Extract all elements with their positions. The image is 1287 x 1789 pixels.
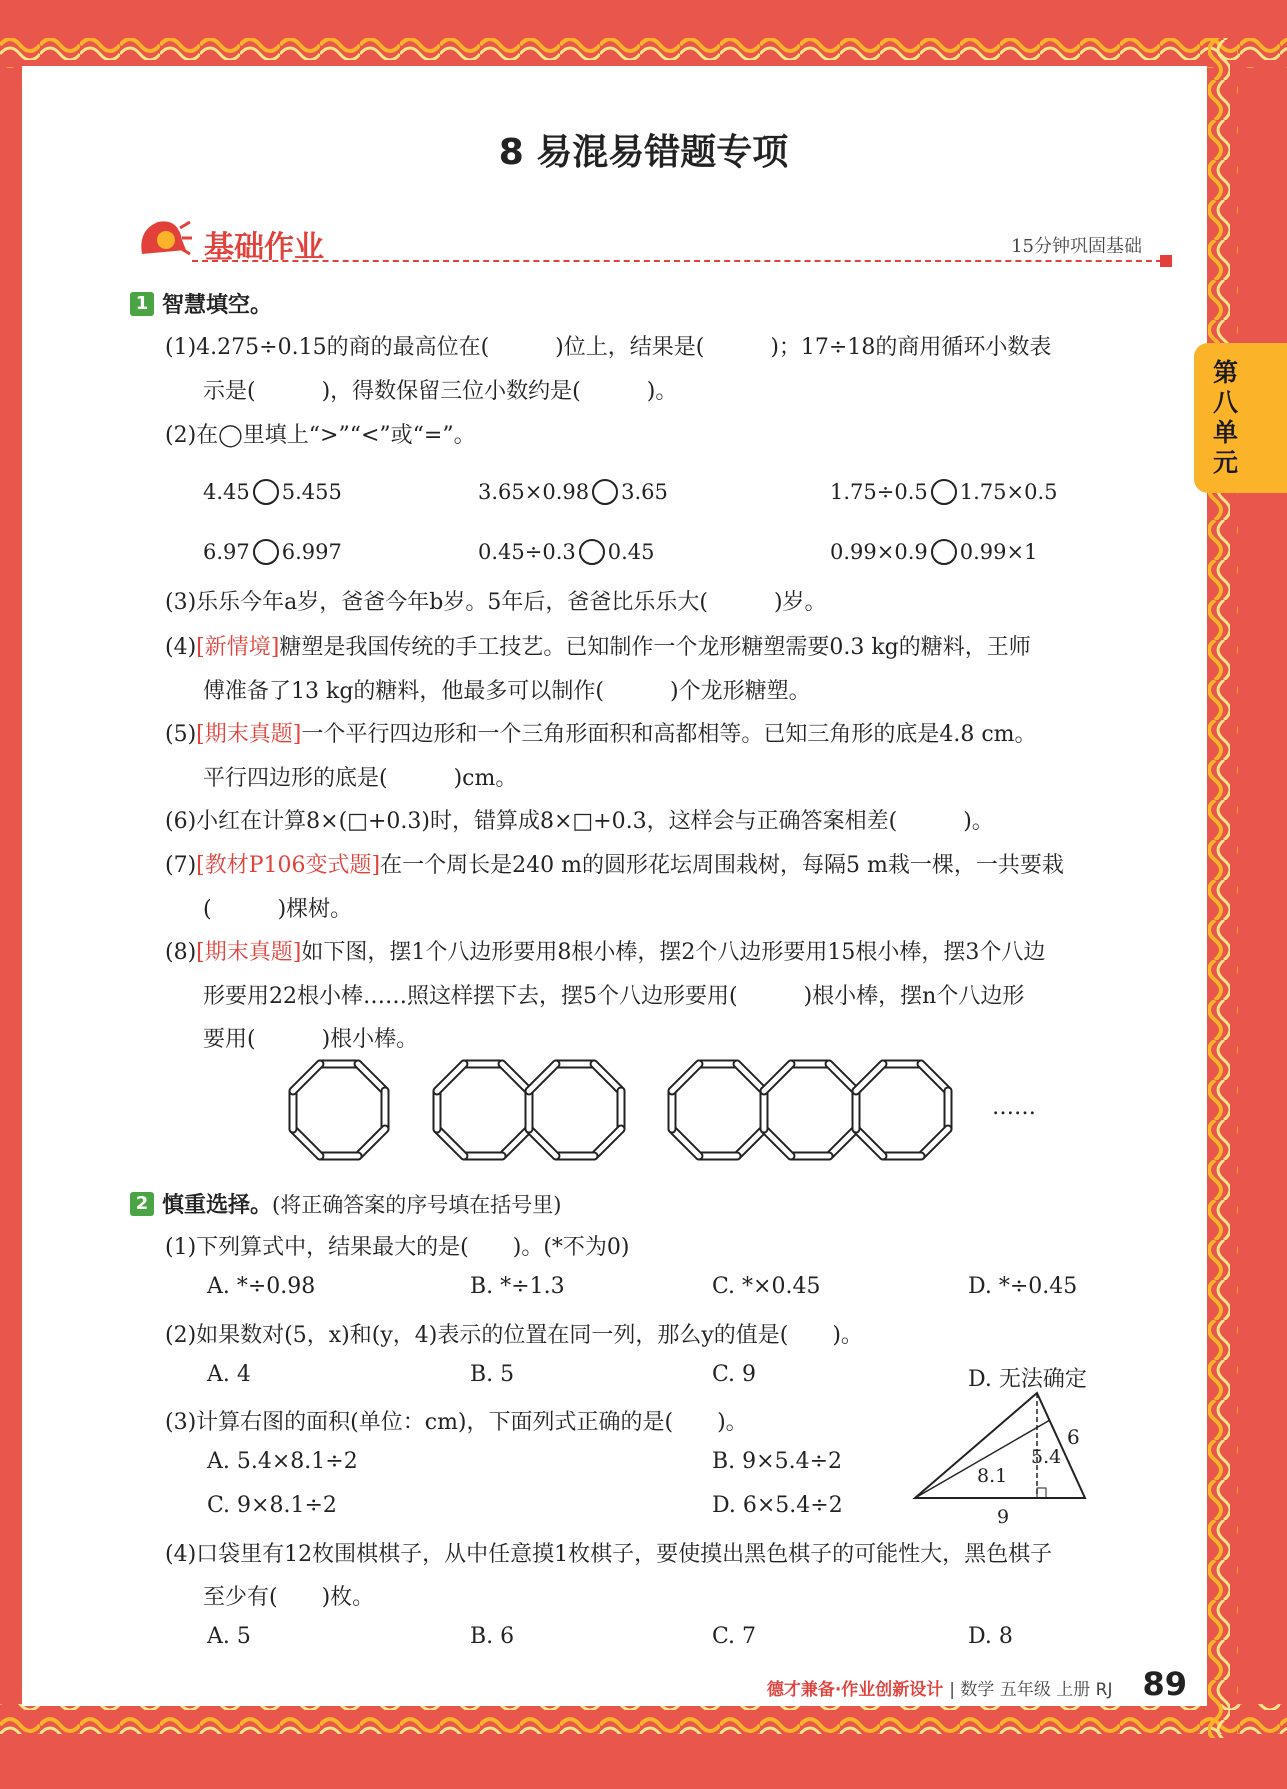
- octagon-figure: [0, 1050, 1287, 1170]
- text-line: (3)乐乐今年a岁，爸爸今年b岁。5年后，爸爸比乐乐大( )岁。: [165, 590, 827, 615]
- question-tag: [期末真题]: [196, 940, 302, 965]
- option[interactable]: A. 4: [207, 1362, 251, 1387]
- ellipsis: ……: [992, 1095, 1036, 1120]
- text-line: (2)如果数对(5，x)和(y，4)表示的位置在同一列，那么y的值是( )。: [165, 1323, 863, 1348]
- triangle-figure: [905, 1388, 1105, 1533]
- option[interactable]: C. 9×8.1÷2: [207, 1493, 337, 1518]
- stick: [672, 1064, 699, 1091]
- text-line: 傅准备了13 kg的糖料，他最多可以制作( )个龙形糖塑。: [203, 679, 811, 704]
- footer-brand: 德才兼备·作业创新设计: [766, 1680, 944, 1700]
- compare-item: 1.75÷0.5 1.75×0.5: [830, 480, 1058, 504]
- option[interactable]: B. 5: [470, 1362, 515, 1387]
- stick: [358, 1129, 385, 1156]
- stick: [502, 1064, 529, 1091]
- option[interactable]: D. 无法确定: [968, 1367, 1087, 1392]
- question-number: 1: [130, 292, 154, 316]
- option[interactable]: A. 5: [207, 1624, 251, 1649]
- question-tag: [教材P106变式题]: [196, 853, 381, 878]
- stick: [437, 1064, 464, 1091]
- section-divider: [192, 260, 1172, 262]
- stick: [764, 1129, 791, 1156]
- stick: [529, 1129, 556, 1156]
- text-line: (3)计算右图的面积(单位：cm)，下面列式正确的是( )。: [165, 1410, 748, 1435]
- question-number: 2: [130, 1192, 154, 1216]
- stick: [358, 1064, 385, 1091]
- text-line: 至少有( )枚。: [203, 1585, 375, 1610]
- stick: [594, 1129, 621, 1156]
- text-line: (1)下列算式中，结果最大的是( )。(*不为0): [165, 1235, 630, 1260]
- question-label: 智慧填空。: [162, 293, 273, 318]
- side-label: 5.4: [1031, 1446, 1062, 1468]
- text-line: (4)[新情境]糖塑是我国传统的手工技艺。已知制作一个龙形糖塑需要0.3 kg的糖料，王师: [165, 635, 1031, 660]
- option[interactable]: C. *×0.45: [712, 1274, 821, 1299]
- bell-icon: [132, 210, 192, 270]
- answer-circle[interactable]: [931, 479, 957, 505]
- stick: [737, 1064, 764, 1091]
- option[interactable]: A. *÷0.98: [207, 1274, 316, 1299]
- side-label: 8.1: [977, 1465, 1008, 1487]
- stick: [594, 1064, 621, 1091]
- stick: [829, 1064, 856, 1091]
- option[interactable]: B. 6: [470, 1624, 515, 1649]
- stick: [921, 1064, 948, 1091]
- answer-circle[interactable]: [253, 479, 279, 505]
- text-line: (2)在◯里填上“>”“<”或“=”。: [165, 423, 476, 448]
- text-line: (6)小红在计算8×(□+0.3)时，错算成8×□+0.3，这样会与正确答案相差( )。: [165, 809, 994, 834]
- option[interactable]: C. 7: [712, 1624, 757, 1649]
- side-label: 9: [997, 1506, 1010, 1528]
- compare-item: 0.45÷0.3 0.45: [478, 540, 655, 564]
- question-tag: [新情境]: [196, 635, 280, 660]
- answer-circle[interactable]: [931, 539, 957, 565]
- text-line: 形要用22根小棒……照这样摆下去，摆5个八边形要用( )根小棒，摆n个八边形: [203, 984, 1025, 1009]
- option[interactable]: D. 6×5.4÷2: [712, 1493, 843, 1518]
- stick: [437, 1129, 464, 1156]
- option[interactable]: A. 5.4×8.1÷2: [207, 1449, 358, 1474]
- answer-circle[interactable]: [579, 539, 605, 565]
- question-tag: [期末真题]: [196, 722, 302, 747]
- section-divider-end: [1160, 255, 1172, 267]
- answer-circle[interactable]: [592, 479, 618, 505]
- text-line: ( )棵树。: [203, 897, 353, 922]
- text-line: 平行四边形的底是( )cm。: [203, 766, 518, 791]
- stick: [921, 1129, 948, 1156]
- stick: [529, 1064, 556, 1091]
- question-label: 慎重选择。: [162, 1193, 273, 1218]
- stick: [856, 1129, 883, 1156]
- stick: [293, 1129, 320, 1156]
- unit-side-tab: 第八单元: [1194, 343, 1287, 493]
- text-line: 示是( )，得数保留三位小数约是( )。: [203, 379, 678, 404]
- question-note: (将正确答案的序号填在括号里): [272, 1192, 562, 1217]
- compare-item: 0.99×0.9 0.99×1: [830, 540, 1038, 564]
- text-line: (4)口袋里有12枚围棋棋子，从中任意摸1枚棋子，要使摸出黑色棋子的可能性大，黑色棋子: [165, 1542, 1053, 1567]
- page-footer: [766, 1665, 1187, 1703]
- compare-item: 4.45 5.455: [203, 480, 342, 504]
- stick: [737, 1129, 764, 1156]
- section-title: 基础作业: [204, 230, 324, 265]
- stick: [293, 1064, 320, 1091]
- stick: [764, 1064, 791, 1091]
- text-line: 要用( )根小棒。: [203, 1027, 419, 1052]
- page-number: 89: [1142, 1665, 1187, 1703]
- footer-info: | 数学 五年级 上册 RJ: [949, 1680, 1113, 1700]
- section-subtitle: 15分钟巩固基础: [1011, 236, 1142, 257]
- text-line: (5)[期末真题]一个平行四边形和一个三角形面积和高都相等。已知三角形的底是4.8 cm。: [165, 722, 1037, 747]
- answer-circle[interactable]: [253, 539, 279, 565]
- option[interactable]: B. *÷1.3: [470, 1274, 565, 1299]
- text-line: (7)[教材P106变式题]在一个周长是240 m的圆形花坛周围栽树，每隔5 m栽一棵，一共要栽: [165, 853, 1064, 878]
- option[interactable]: B. 9×5.4÷2: [712, 1449, 843, 1474]
- stick: [672, 1129, 699, 1156]
- compare-item: 3.65×0.98 3.65: [478, 480, 668, 504]
- question-2-heading: [130, 1188, 561, 1219]
- question-1-heading: [130, 288, 272, 319]
- stick: [502, 1129, 529, 1156]
- text-line: (8)[期末真题]如下图，摆1个八边形要用8根小棒，摆2个八边形要用15根小棒，摆3个八边: [165, 940, 1046, 965]
- section-header: [132, 210, 1172, 270]
- stick: [856, 1064, 883, 1091]
- side-label: 6: [1067, 1425, 1080, 1449]
- option[interactable]: D. 8: [968, 1624, 1013, 1649]
- option[interactable]: D. *÷0.45: [968, 1274, 1078, 1299]
- compare-item: 6.97 6.997: [203, 540, 342, 564]
- text-line: (1)4.275÷0.15的商的最高位在( )位上，结果是( )；17÷18的商用循环小数表: [165, 335, 1052, 360]
- stick: [829, 1129, 856, 1156]
- option[interactable]: C. 9: [712, 1362, 757, 1387]
- page-title: 8 易混易错题专项: [498, 132, 789, 173]
